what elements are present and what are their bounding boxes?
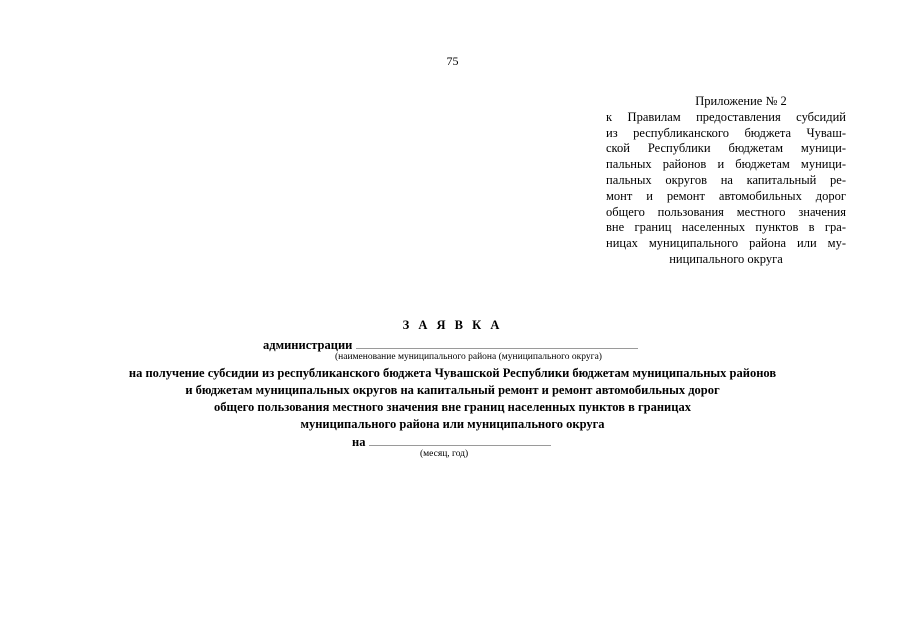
appendix-line: вне границ населенных пунктов в гра- xyxy=(606,220,846,235)
period-hint: (месяц, год) xyxy=(420,449,469,459)
administration-label: администрации xyxy=(263,338,353,352)
administration-blank-line[interactable] xyxy=(356,336,638,349)
appendix-block xyxy=(606,94,846,268)
form-body-line: общего пользования местного значения вне границ населенных пунктов в границах xyxy=(214,400,691,414)
appendix-line: пальных округов на капитальный ре- xyxy=(606,172,846,187)
appendix-line: из республиканского бюджета Чуваш- xyxy=(606,125,846,140)
form-title: З А Я В К А xyxy=(402,318,503,332)
appendix-line: ниципального округа xyxy=(669,251,783,266)
period-blank-line[interactable] xyxy=(369,433,551,446)
appendix-line: монт и ремонт автомобильных дорог xyxy=(606,188,846,203)
appendix-line: ницах муниципального района или му- xyxy=(606,236,846,251)
period-label: на xyxy=(352,435,366,449)
period-row xyxy=(352,433,551,450)
administration-hint: (наименование муниципального района (муниципального округа) xyxy=(335,352,602,362)
appendix-line: общего пользования местного значения xyxy=(606,204,846,219)
appendix-title: Приложение № 2 xyxy=(695,94,787,108)
appendix-line: ской Республики бюджетам муници- xyxy=(606,141,846,156)
form-body-line: и бюджетам муниципальных округов на капитальный ремонт и ремонт автомобильных дорог xyxy=(185,383,720,397)
appendix-line: к Правилам предоставления субсидий xyxy=(606,109,846,124)
page-number: 75 xyxy=(446,54,459,68)
appendix-line: пальных районов и бюджетам муници- xyxy=(606,157,846,172)
form-body-line: муниципального района или муниципального округа xyxy=(300,417,605,431)
administration-row xyxy=(263,336,638,353)
form-body-line: на получение субсидии из республиканского бюджета Чувашской Республики бюджетам муниципальных районов xyxy=(128,366,777,380)
